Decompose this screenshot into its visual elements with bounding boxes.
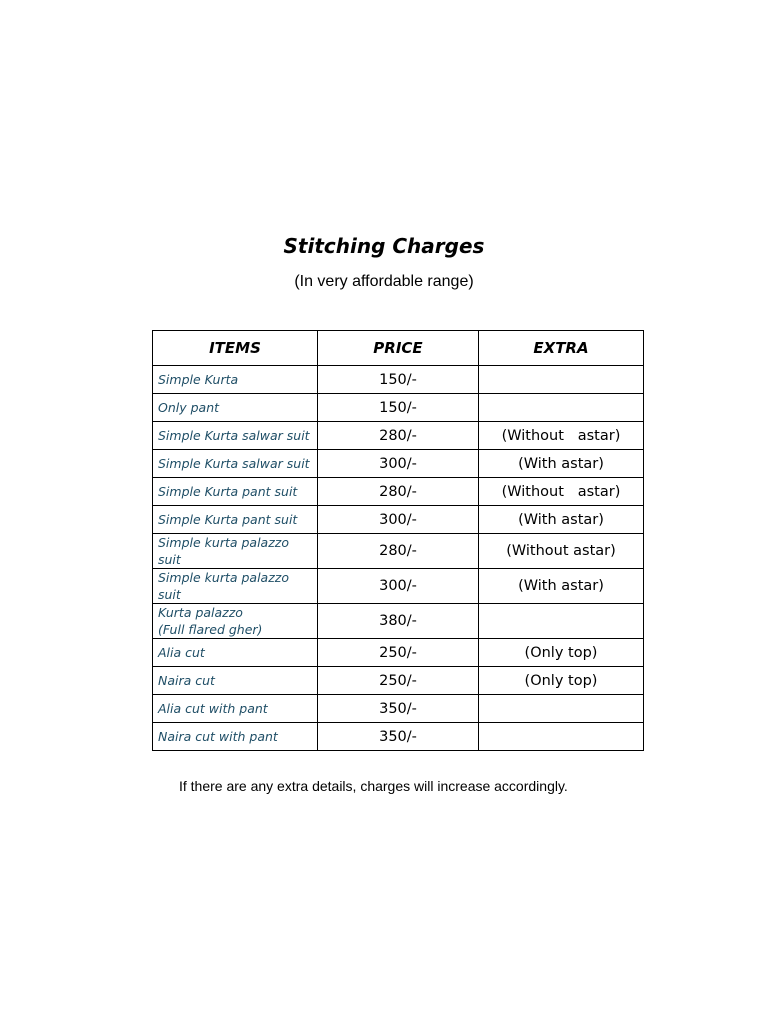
stitching-charges-table	[152, 330, 644, 751]
item-cell: Alia cut with pant	[153, 695, 318, 723]
table-row	[153, 695, 644, 723]
price-cell: 250/-	[318, 639, 479, 667]
extra-cell: (Without astar)	[479, 534, 644, 569]
footnote: If there are any extra details, charges will increase accordingly.	[179, 778, 568, 794]
extra-cell: (With astar)	[479, 450, 644, 478]
table-row	[153, 534, 644, 569]
item-cell: Simple kurta palazzo suit	[153, 534, 318, 569]
item-cell: Simple Kurta pant suit	[153, 478, 318, 506]
item-cell: Simple Kurta	[153, 366, 318, 394]
item-cell: Simple Kurta salwar suit	[153, 450, 318, 478]
price-cell: 380/-	[318, 604, 479, 639]
extra-cell: (Only top)	[479, 667, 644, 695]
page-title: Stitching Charges	[283, 234, 485, 258]
item-cell: Simple Kurta salwar suit	[153, 422, 318, 450]
table-row	[153, 366, 644, 394]
table-row	[153, 394, 644, 422]
price-cell: 350/-	[318, 723, 479, 751]
table-row	[153, 569, 644, 604]
table-row	[153, 478, 644, 506]
item-cell: Simple kurta palazzo suit	[153, 569, 318, 604]
item-cell: Alia cut	[153, 639, 318, 667]
item-cell: Simple Kurta pant suit	[153, 506, 318, 534]
table-header-row	[153, 331, 644, 366]
table-row	[153, 450, 644, 478]
table-row	[153, 604, 644, 639]
price-cell: 250/-	[318, 667, 479, 695]
item-cell: Naira cut with pant	[153, 723, 318, 751]
table-row	[153, 422, 644, 450]
header-price: PRICE	[318, 331, 479, 366]
extra-cell: (Only top)	[479, 639, 644, 667]
header-items: ITEMS	[153, 331, 318, 366]
price-cell: 150/-	[318, 366, 479, 394]
price-cell: 280/-	[318, 422, 479, 450]
extra-cell	[479, 695, 644, 723]
extra-cell: (With astar)	[479, 506, 644, 534]
price-cell: 300/-	[318, 450, 479, 478]
price-cell: 280/-	[318, 534, 479, 569]
extra-cell	[479, 394, 644, 422]
page-subtitle: (In very affordable range)	[294, 273, 474, 290]
table-row	[153, 506, 644, 534]
price-cell: 300/-	[318, 506, 479, 534]
extra-cell: (Without astar)	[479, 422, 644, 450]
extra-cell: (Without astar)	[479, 478, 644, 506]
header-extra: EXTRA	[479, 331, 644, 366]
price-cell: 150/-	[318, 394, 479, 422]
price-cell: 300/-	[318, 569, 479, 604]
table-row	[153, 667, 644, 695]
extra-cell	[479, 366, 644, 394]
table-row	[153, 639, 644, 667]
extra-cell	[479, 723, 644, 751]
extra-cell: (With astar)	[479, 569, 644, 604]
price-cell: 350/-	[318, 695, 479, 723]
price-cell: 280/-	[318, 478, 479, 506]
item-cell: Naira cut	[153, 667, 318, 695]
item-cell: Kurta palazzo (Full flared gher)	[153, 604, 318, 639]
extra-cell	[479, 604, 644, 639]
item-cell: Only pant	[153, 394, 318, 422]
table-row	[153, 723, 644, 751]
